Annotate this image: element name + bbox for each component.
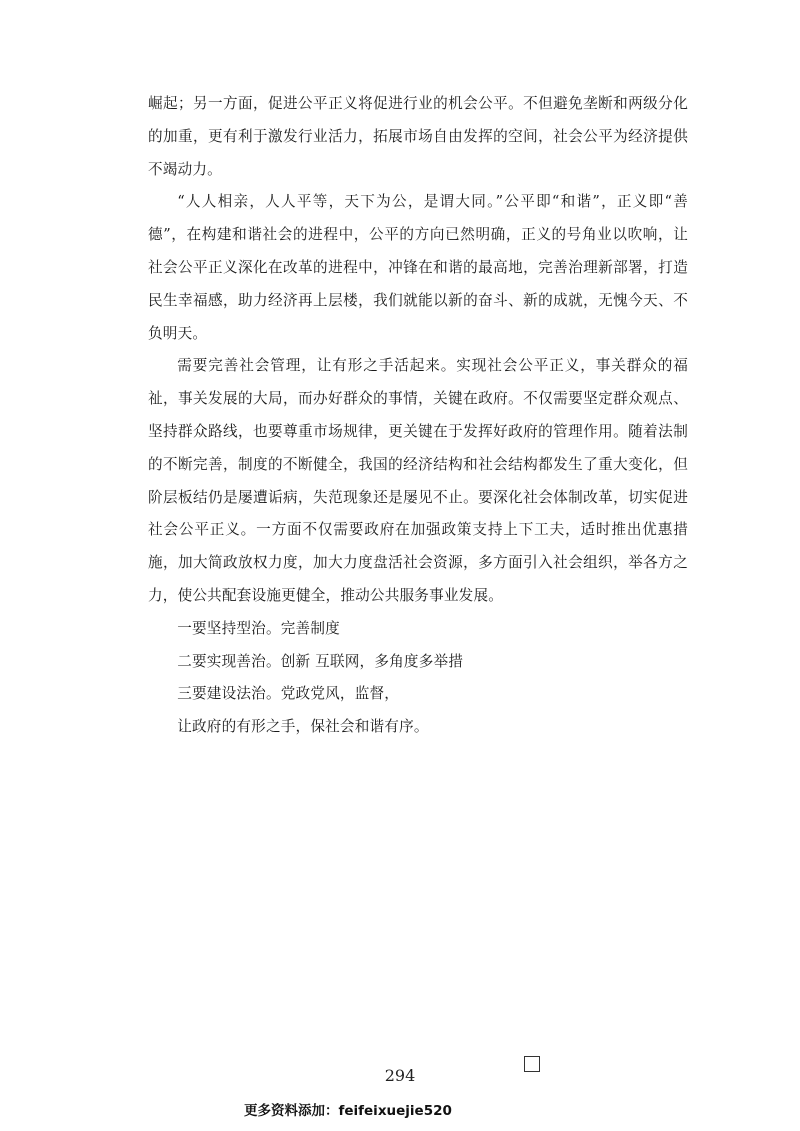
list-item: 二要实现善治。创新 互联网，多角度多举措 xyxy=(177,652,464,670)
paragraph-continuation: 崛起；另一方面，促进公平正义将促进行业的机会公平。不但避免垄断和两级分化的加重，更有利于激发行业活力，拓展市场自由发挥的空间，社会公平为经济提供不竭动力。 xyxy=(148,95,688,178)
paragraph-social-management: 需要完善社会管理，让有形之手活起来。实现社会公平正义，事关群众的福祉，事关发展的大局，而办好群众的事情，关键在政府。不仅需要坚定群众观点、坚持群众路线，也要尊重市场规律，更关键在于发挥好政府的管理作用。随着法制的不断完善，制度的不断健全，我国的经济结构和社会结构都发生了重大变化，但阶层板结仍是屡遭诟病，失范现象还是屡见不止。要深化社会体制改革，切实促进社会公平正义。一方面不仅需要政府在加强政策支持上下工夫，适时推出优惠措施，加大简政放权力度，加大力度盘活社会资源，多方面引入社会组织，举各方之力，使公共配套设施更健全，推动公共服务事业发展。 xyxy=(148,357,688,604)
page-number: 294 xyxy=(384,1066,416,1085)
list-item: 三要建设法治。党政党风，监督， xyxy=(177,685,400,703)
paragraph-harmony: “人人相亲，人人平等，天下为公，是谓大同。”公平即“和谐”，正义即“善德”，在构建和谐社会的进程中，公平的方向已然明确，正义的号角业以吹响，让社会公平正义深化在改革的进程中，冲锋在和谐的最高地，完善治理新部署，打造民生幸福感，助力经济再上层楼，我们就能以新的奋斗、新的成就，无愧今天、不负明天。 xyxy=(148,193,688,342)
footer-note: 更多资料添加：feifeixuejie520 xyxy=(244,1103,452,1119)
body-text xyxy=(148,88,688,744)
list-item: 一要坚持型治。完善制度 xyxy=(177,619,340,637)
list-item: 让政府的有形之手，保社会和谐有序。 xyxy=(177,718,429,736)
checkbox[interactable] xyxy=(524,1056,540,1072)
